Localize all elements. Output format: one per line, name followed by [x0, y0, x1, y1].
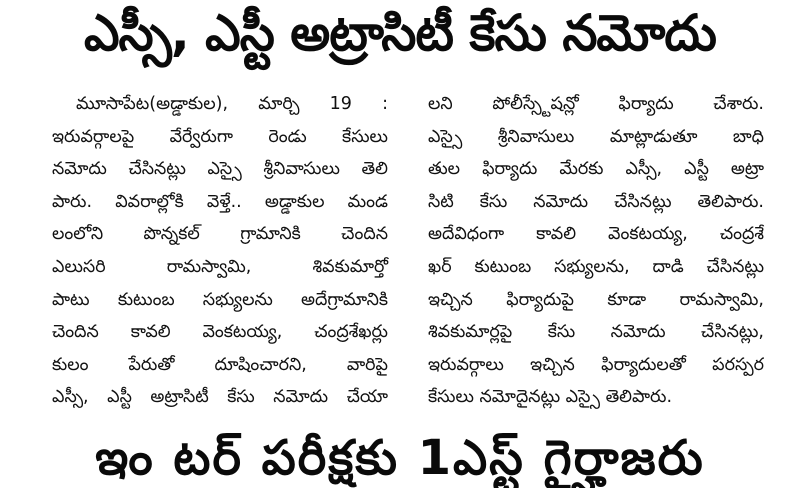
body-line: ఎస్సై శ్రీనివాసులు మాట్లాడుతూ బాధి [428, 126, 764, 147]
body-line: అదేవిధంగా కావలి వెంకటయ్య, చంద్రశే [428, 224, 764, 245]
body-line: ఇరువర్గాలపై వేర్వేరుగా రెండు కేసులు [52, 126, 388, 147]
body-line: ఎలుసరి రామస్వామి, శివకుమార్తో [52, 256, 388, 277]
article-column-right [428, 88, 764, 414]
next-headline-text: ఇం టర్ పరీక్షకు 1ఎస్ట్ గైర్హాజరు [95, 430, 705, 486]
body-line: మూసాపేట(అడ్డాకుల), మార్చి 19 : [76, 94, 388, 114]
body-line: ఇరువర్గాలు ఇచ్చిన ఫిర్యాదులతో పరస్పర [428, 354, 764, 375]
body-line: ఖర్ కుటుంబ సభ్యులను, దాడి చేసినట్లు [428, 256, 764, 277]
article-body [52, 88, 764, 414]
body-line: కేసులు నమోదైనట్లు ఎస్సై తెలిపారు. [428, 387, 673, 408]
body-line: లంలోని పొన్నకల్ గ్రామానికి చెందిన [52, 224, 388, 245]
body-line: ఎస్సీ, ఎస్టీ అట్రాసిటీ కేసు నమోదు చేయా [52, 387, 388, 408]
body-line: ఇచ్చిన ఫిర్యాదుపై కూడా రామస్వామి, [428, 289, 764, 310]
body-line: చెందిన కావలి వెంకటయ్య, చంద్రశేఖర్లు [52, 322, 388, 343]
next-article-headline-fragment [0, 428, 800, 486]
body-line: పారు. వివరాల్లోకి వెళ్తే.. అడ్డాకుల మండ [52, 191, 388, 212]
body-line: నమోదు చేసినట్లు ఎస్సై శ్రీనివాసులు తెలి [52, 159, 388, 180]
body-line: లని పోలీస్స్టేషన్లో ఫిర్యాదు చేశారు. [428, 94, 764, 114]
body-line: పాటు కుటుంబ సభ్యులను అదేగ్రామానికి [52, 289, 388, 310]
body-line: కులం పేరుతో దూషించారని, వారిపై [52, 354, 388, 375]
article-headline: ఎస్సీ, ఎస్టీ అట్రాసిటీ కేసు నమోదు [84, 3, 716, 62]
body-line: సిటి కేసు నమోదు చేసినట్లు తెలిపారు. [428, 191, 764, 212]
body-line: శివకుమార్లపై కేసు నమోదు చేసినట్లు, [428, 322, 764, 343]
body-line: తుల ఫిర్యాదు మేరకు ఎస్సీ, ఎస్టీ అట్రా [428, 159, 764, 180]
article-column-left [52, 88, 388, 414]
